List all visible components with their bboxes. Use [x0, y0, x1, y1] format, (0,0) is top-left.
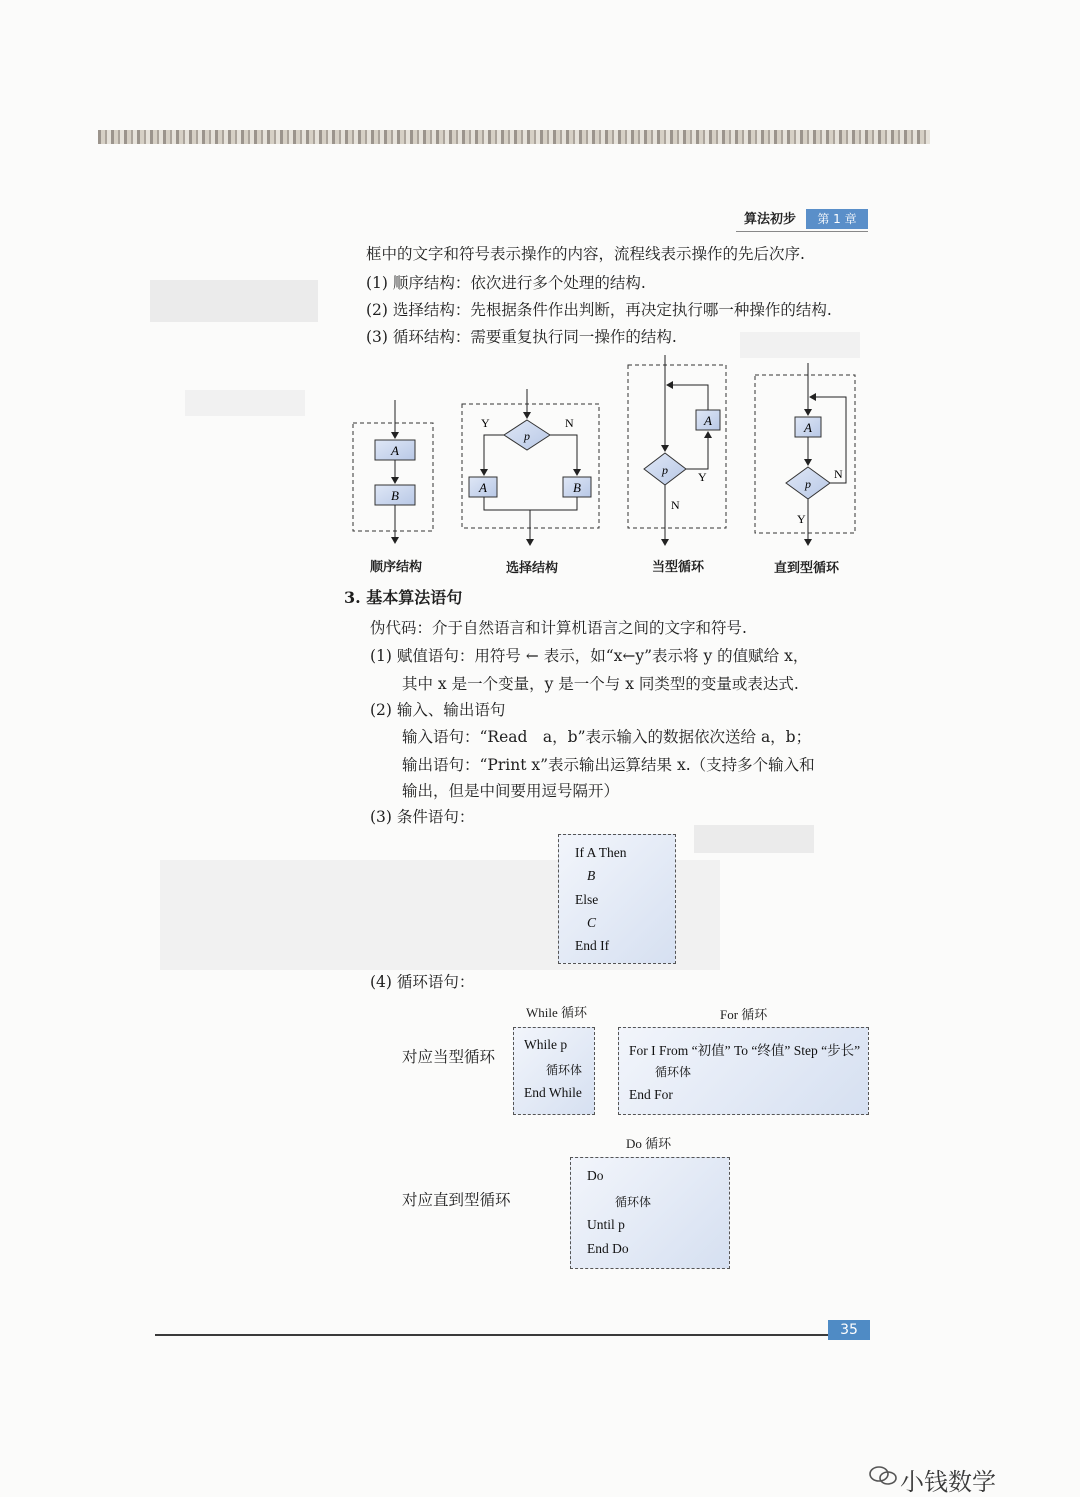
sequence-box-a-label: A [391, 443, 399, 458]
for-code-box [618, 1027, 869, 1115]
while-cond: p [662, 463, 668, 477]
io-title: (2) 输入、输出语句 [370, 701, 506, 719]
until-loop-diagram [755, 363, 855, 545]
selection-no: N [565, 416, 574, 430]
lace-cloth-edge [98, 130, 930, 144]
input-statement: 输入语句：“Read a，b”表示输入的数据依次送给 a，b； [402, 728, 812, 746]
assignment-detail: 其中 x 是一个变量，y 是一个与 x 同类型的变量或表达式. [402, 675, 799, 693]
sequence-diagram [353, 400, 433, 543]
code-line: B [587, 868, 596, 883]
structure-loop: (3) 循环结构：需要重复执行同一操作的结构. [366, 328, 677, 346]
caption-sequence: 顺序结构 [370, 560, 423, 575]
structure-sequence: (1) 顺序结构：依次进行多个处理的结构. [366, 274, 646, 292]
code-line: 循环体 [655, 1065, 692, 1079]
for-loop-label: For 循环 [720, 1007, 768, 1022]
code-line: 循环体 [546, 1063, 583, 1077]
bleed-through-block [185, 390, 305, 416]
loop-title: (4) 循环语句： [370, 973, 475, 991]
while-no: N [671, 498, 680, 512]
code-line: End Do [587, 1241, 629, 1256]
section-3-heading: 3. 基本算法语句 [344, 588, 463, 607]
footer-rule [155, 1334, 870, 1336]
output-statement-2: 输出，但是中间要用逗号隔开） [402, 782, 620, 800]
caption-while-loop: 当型循环 [652, 560, 705, 575]
while-code-box [513, 1027, 595, 1115]
code-line: C [587, 915, 597, 930]
page-number: 35 [828, 1320, 870, 1340]
flowchart-diagrams [340, 355, 870, 580]
selection-cond: p [524, 429, 530, 443]
code-line: Else [575, 892, 599, 907]
code-line: Do [587, 1168, 604, 1183]
intro-line: 框中的文字和符号表示操作的内容，流程线表示操作的先后次序. [366, 245, 805, 263]
code-line: End If [575, 938, 610, 953]
do-code-box [570, 1157, 730, 1269]
while-box-label: A [704, 413, 712, 428]
assignment-title: (1) 赋值语句：用符号 ← 表示，如“x←y”表示将 y 的值赋给 x， [370, 647, 809, 665]
bleed-through-block [150, 280, 318, 322]
selection-box-b-label: B [573, 480, 581, 495]
until-no: N [834, 467, 843, 481]
pseudocode-definition: 伪代码：介于自然语言和计算机语言之间的文字和符号. [370, 619, 747, 637]
output-statement-1: 输出语句：“Print x”表示输出运算结果 x.（支持多个输入和 [402, 756, 815, 774]
code-line: End While [524, 1085, 582, 1100]
code-line: 循环体 [615, 1195, 652, 1209]
chapter-badge: 第 1 章 [806, 209, 868, 229]
selection-box-a-label: A [479, 480, 487, 495]
until-box-label: A [804, 420, 812, 435]
section-title: 算法初步 [744, 212, 797, 227]
while-loop-diagram [628, 355, 726, 545]
conditional-title: (3) 条件语句： [370, 808, 475, 826]
until-cond: p [805, 477, 811, 491]
selection-yes: Y [481, 416, 490, 430]
sequence-box-b-label: B [391, 488, 399, 503]
until-type-label: 对应直到型循环 [402, 1191, 511, 1209]
caption-selection: 选择结构 [506, 561, 559, 576]
until-frame [755, 375, 855, 533]
wechat-icon [868, 1464, 898, 1492]
bleed-through-block [694, 825, 814, 853]
structure-selection: (2) 选择结构：先根据条件作出判断，再决定执行哪一种操作的结构. [366, 301, 832, 319]
code-line: For I From “初值” To “终值” Step “步长” [629, 1043, 861, 1058]
code-line: End For [629, 1087, 673, 1102]
code-line: If A Then [575, 845, 627, 860]
code-line: Until p [587, 1217, 625, 1232]
while-type-label: 对应当型循环 [402, 1048, 496, 1066]
selection-diagram [462, 389, 599, 545]
caption-until-loop: 直到型循环 [774, 561, 840, 576]
watermark-text: 小钱数学 [900, 1468, 996, 1496]
sequence-frame [353, 423, 433, 531]
while-yes: Y [698, 470, 707, 484]
header-rule [736, 231, 868, 232]
code-line: While p [524, 1037, 568, 1052]
conditional-code-box [558, 834, 676, 964]
until-yes: Y [797, 512, 806, 526]
do-loop-label: Do 循环 [626, 1136, 672, 1151]
while-loop-label: While 循环 [526, 1005, 588, 1020]
